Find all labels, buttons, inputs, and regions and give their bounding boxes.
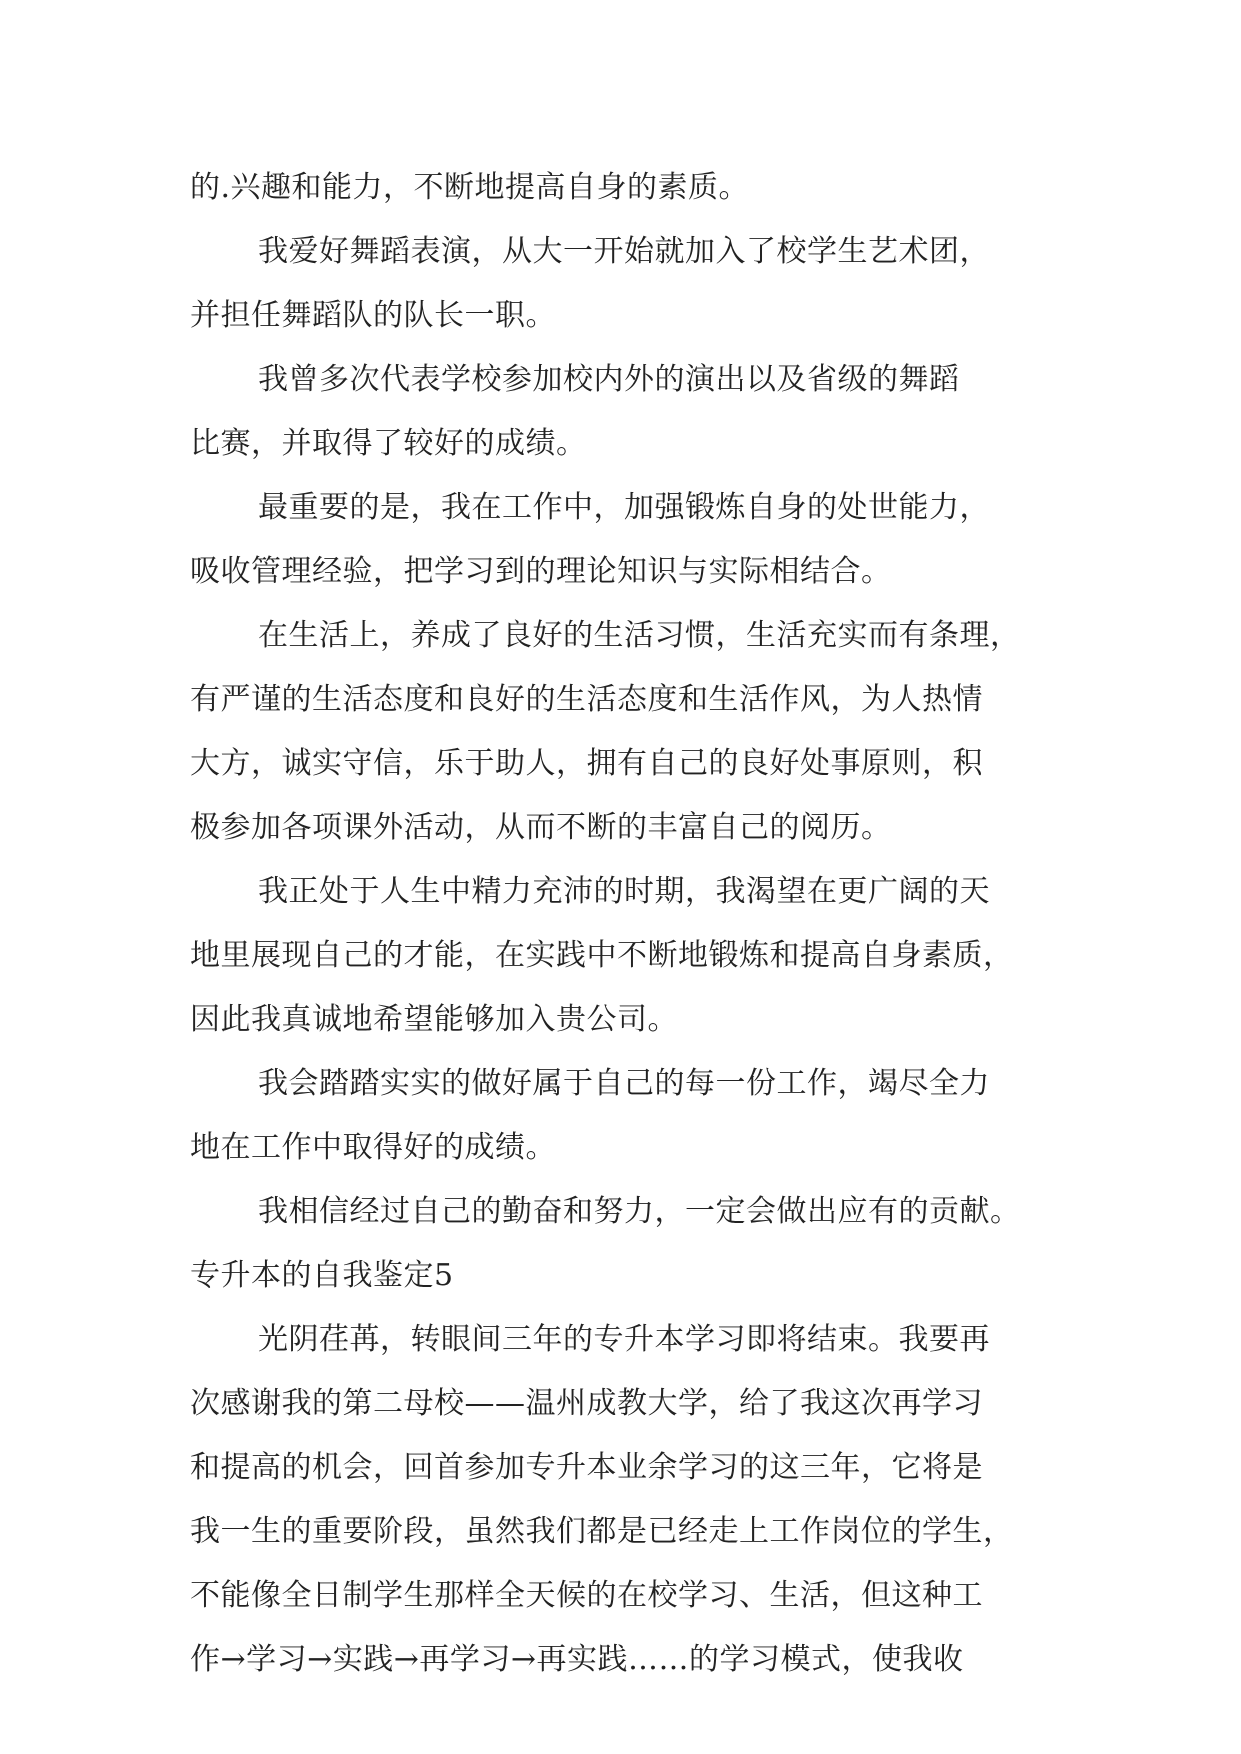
text-line: 不能像全日制学生那样全天候的在校学习、生活，但这种工 bbox=[190, 1578, 983, 1613]
text-line: 光阴荏苒，转眼间三年的专升本学习即将结束。我要再 bbox=[258, 1322, 990, 1357]
text-line: 和提高的机会，回首参加专升本业余学习的这三年，它将是 bbox=[190, 1450, 983, 1485]
text-line: 最重要的是，我在工作中，加强锻炼自身的处世能力， bbox=[258, 490, 990, 525]
document-body bbox=[190, 156, 1066, 1692]
text-line: 并担任舞蹈队的队长一职。 bbox=[190, 298, 556, 333]
text-line: 因此我真诚地希望能够加入贵公司。 bbox=[190, 1002, 678, 1037]
text-line: 我正处于人生中精力充沛的时期，我渴望在更广阔的天 bbox=[258, 874, 990, 909]
text-line: 作→学习→实践→再学习→再实践……的学习模式，使我收 bbox=[190, 1642, 964, 1677]
text-line: 的.兴趣和能力，不断地提高自身的素质。 bbox=[190, 170, 750, 205]
text-line: 次感谢我的第二母校——温州成教大学，给了我这次再学习 bbox=[190, 1386, 983, 1421]
text-line: 大方，诚实守信，乐于助人，拥有自己的良好处事原则，积 bbox=[190, 746, 983, 781]
text-line: 我爱好舞蹈表演，从大一开始就加入了校学生艺术团， bbox=[258, 234, 990, 269]
text-line: 在生活上，养成了良好的生活习惯，生活充实而有条理， bbox=[258, 618, 1021, 653]
text-line: 我相信经过自己的勤奋和努力，一定会做出应有的贡献。 bbox=[258, 1194, 1021, 1229]
text-line: 极参加各项课外活动，从而不断的丰富自己的阅历。 bbox=[190, 810, 892, 845]
text-line: 我一生的重要阶段，虽然我们都是已经走上工作岗位的学生， bbox=[190, 1514, 1014, 1549]
text-line: 我会踏踏实实的做好属于自己的每一份工作，竭尽全力 bbox=[258, 1066, 990, 1101]
text-line: 地在工作中取得好的成绩。 bbox=[190, 1130, 556, 1165]
text-line: 地里展现自己的才能，在实践中不断地锻炼和提高自身素质， bbox=[190, 938, 1014, 973]
text-line: 吸收管理经验，把学习到的理论知识与实际相结合。 bbox=[190, 554, 892, 589]
text-line: 比赛，并取得了较好的成绩。 bbox=[190, 426, 587, 461]
text-line: 我曾多次代表学校参加校内外的演出以及省级的舞蹈 bbox=[258, 362, 960, 397]
text-line: 有严谨的生活态度和良好的生活态度和生活作风，为人热情 bbox=[190, 682, 983, 717]
section-heading: 专升本的自我鉴定5 bbox=[190, 1258, 454, 1293]
